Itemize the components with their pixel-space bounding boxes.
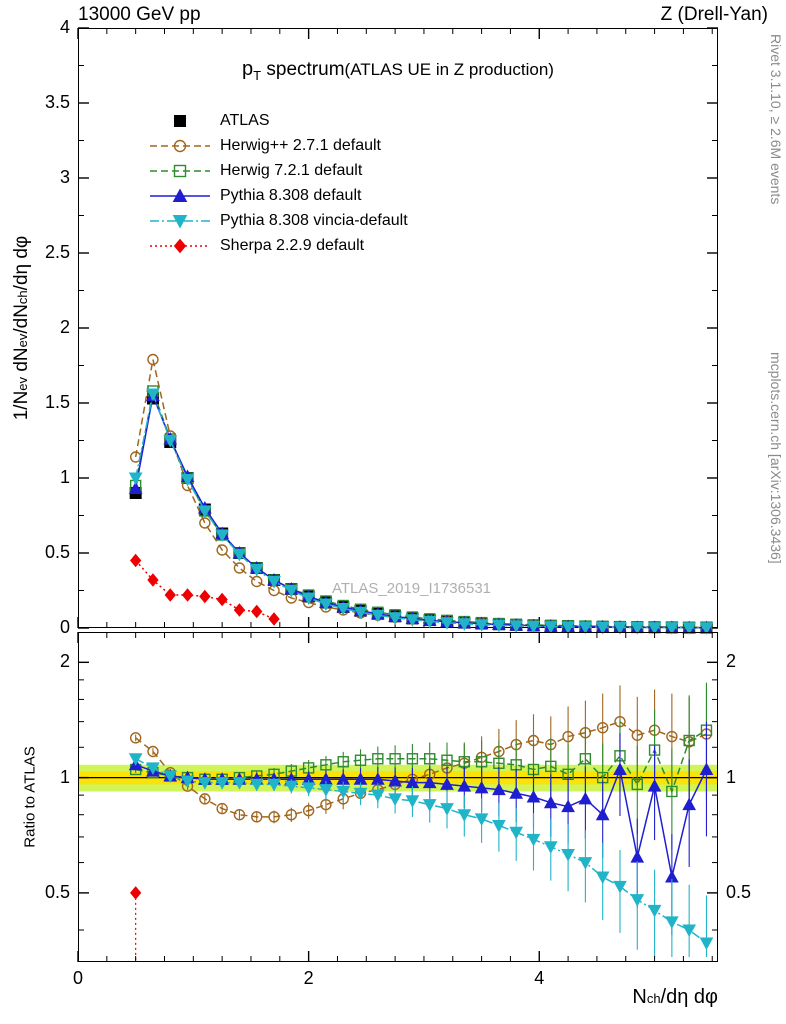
- main-y-tick-label: 3.5: [44, 92, 70, 112]
- main-y-axis-label: 1/Nev dNev/dNch/dη dφ: [11, 235, 32, 421]
- main-y-tick-label: 3: [59, 167, 70, 187]
- ratio-y-tick-label: 0.5: [44, 881, 70, 902]
- main-y-tick-label: 1: [59, 467, 70, 487]
- plot-title: $p_T$ spectrum(ATLAS UE in Z production): [242, 58, 554, 83]
- main-y-tick-label: 0.5: [44, 542, 70, 562]
- header-process-label: Z (Drell-Yan): [660, 4, 768, 25]
- main-y-tick-label: 1.5: [44, 392, 70, 412]
- legend-label: ATLAS: [220, 111, 270, 129]
- ratio-y-axis-label: Ratio to ATLAS: [21, 746, 39, 848]
- legend-label: Sherpa 2.2.9 default: [220, 236, 365, 254]
- legend-label: Herwig++ 2.7.1 default: [220, 136, 381, 154]
- mcplots-credit: mcplots.cern.ch [arXiv:1306.3436]: [768, 352, 784, 564]
- main-y-tick-label: 2: [59, 317, 70, 337]
- ratio-plot-frame: [78, 632, 718, 962]
- x-tick-label: 4: [534, 968, 545, 988]
- rivet-credit: Rivet 3.1.10, ≥ 2.6M events: [768, 34, 784, 205]
- main-y-tick-label: 2.5: [44, 242, 70, 262]
- ratio-y-tick-label: 2: [59, 651, 70, 672]
- analysis-watermark: ATLAS_2019_I1736531: [332, 580, 492, 597]
- ratio-y-tick-label: 0.5: [726, 881, 752, 902]
- legend-label: Pythia 8.308 default: [220, 186, 362, 204]
- legend-label: Pythia 8.308 vincia-default: [220, 211, 408, 229]
- ratio-y-tick-label: 1: [59, 766, 70, 787]
- main-y-tick-label: 0: [59, 617, 70, 637]
- header-beam-label: 13000 GeV pp: [78, 4, 201, 25]
- x-tick-label: 2: [303, 968, 314, 988]
- legend-label: Herwig 7.2.1 default: [220, 161, 363, 179]
- x-tick-label: 0: [72, 968, 84, 988]
- ratio-y-tick-label: 1: [726, 766, 737, 787]
- main-y-tick-label: 4: [59, 17, 70, 37]
- x-axis-label: Nch/dη dφ: [632, 986, 718, 1008]
- ratio-y-tick-label: 2: [726, 651, 737, 672]
